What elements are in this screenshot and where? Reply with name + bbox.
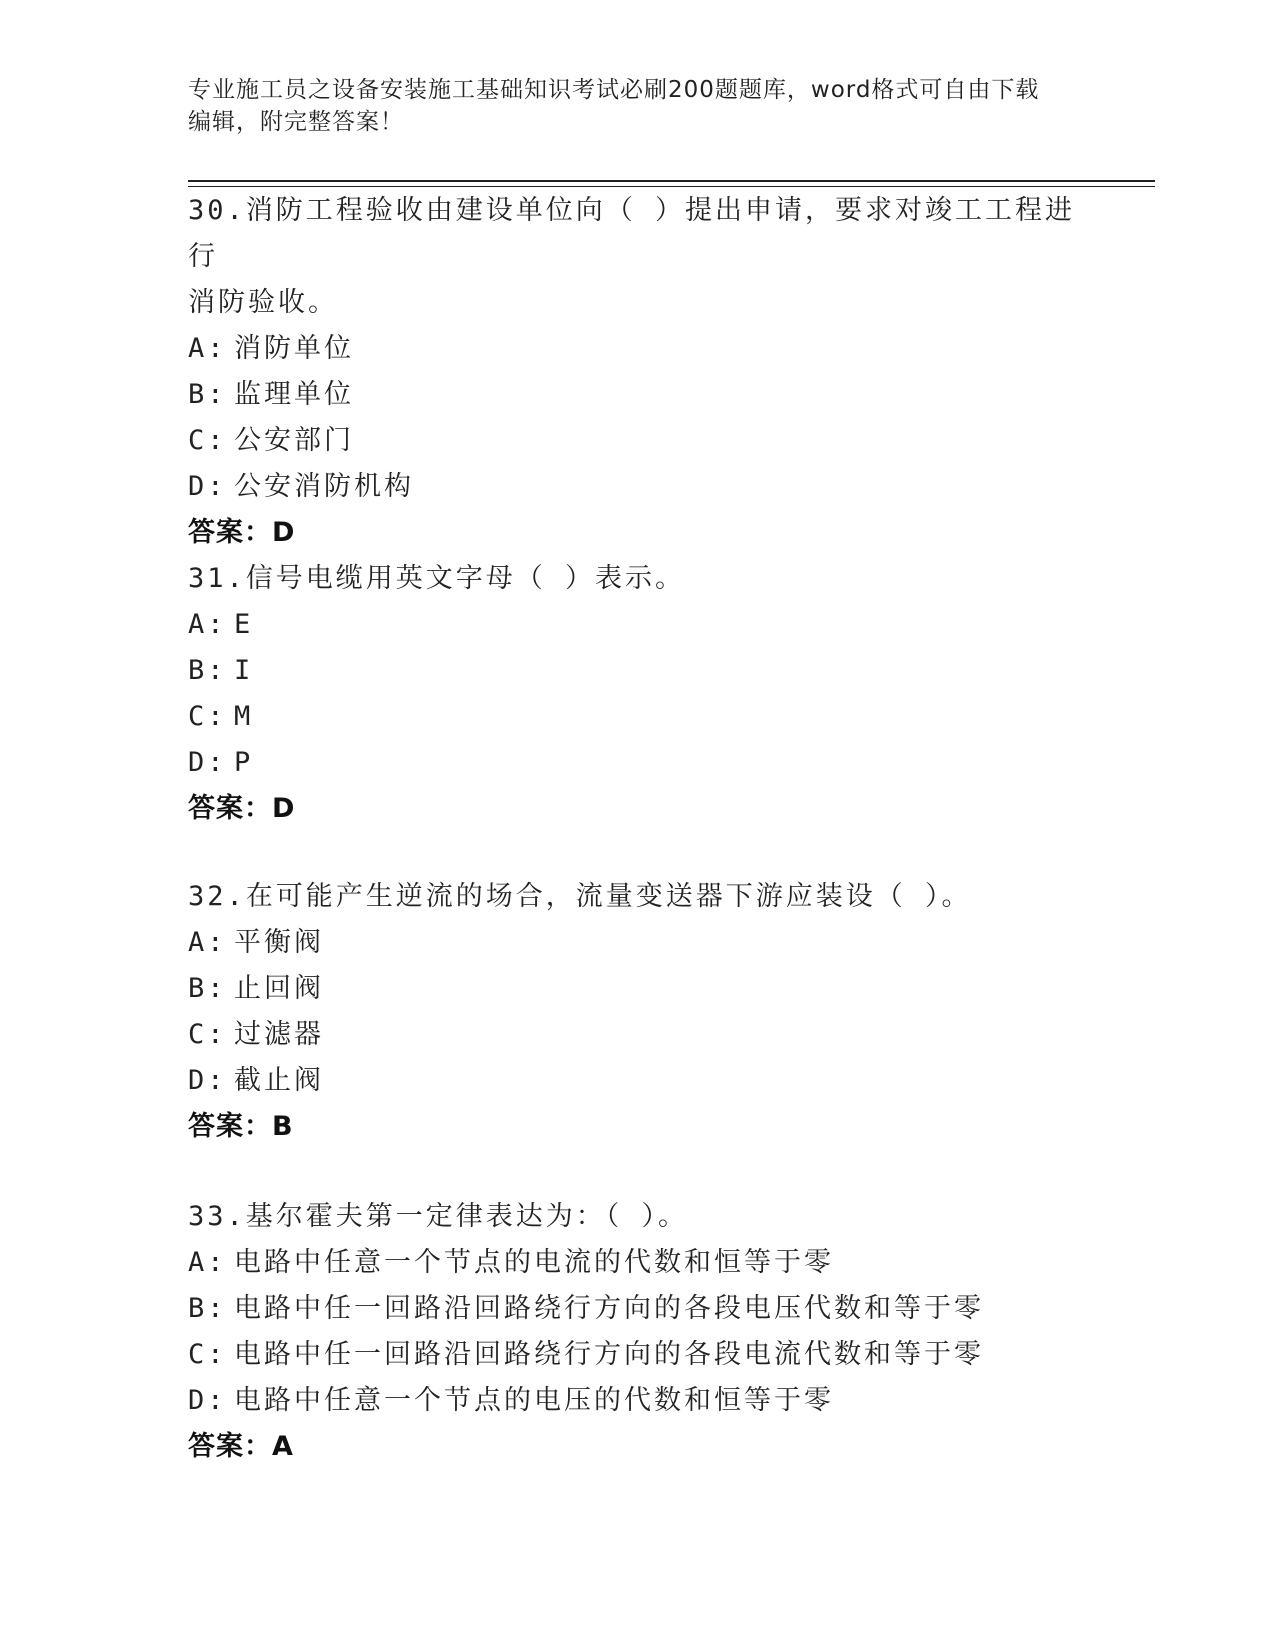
option-a [188, 920, 1088, 966]
question-text-line-1: 信号电缆用英文字母（ ）表示。 [245, 563, 686, 594]
option-b [188, 372, 1088, 418]
header-line-1: 专业施工员之设备安装施工基础知识考试必刷200题题库，word格式可自由下载 [188, 77, 1040, 103]
question-stem [188, 874, 1088, 920]
option-text: 平衡阀 [234, 927, 324, 958]
question-stem [188, 188, 1088, 280]
header-divider-thick [188, 180, 1155, 182]
option-text: P [234, 747, 254, 778]
option-b [188, 1286, 1088, 1332]
option-text: I [234, 655, 254, 686]
header-divider-thin [188, 186, 1155, 187]
option-key: B: [188, 379, 227, 410]
option-text: 止回阀 [234, 973, 324, 1004]
option-key: C: [188, 701, 227, 732]
question-number: 30. [188, 195, 246, 226]
option-key: D: [188, 747, 227, 778]
option-text: 电路中任意一个节点的电流的代数和恒等于零 [234, 1247, 834, 1278]
option-text: 监理单位 [234, 379, 354, 410]
answer-label: 答案： [188, 1431, 272, 1462]
answer-line [188, 786, 1088, 832]
header-line-2: 编辑，附完整答案！ [188, 109, 404, 135]
option-c [188, 1332, 1088, 1378]
option-key: A: [188, 333, 227, 364]
option-text: 电路中任一回路沿回路绕行方向的各段电流代数和等于零 [234, 1339, 984, 1370]
option-text: M [234, 701, 254, 732]
question-stem [188, 1194, 1088, 1240]
answer-label: 答案： [188, 793, 272, 824]
option-d [188, 740, 1088, 786]
option-text: 公安消防机构 [234, 471, 414, 502]
option-key: A: [188, 1247, 227, 1278]
answer-value: D [272, 517, 296, 548]
option-key: D: [188, 1385, 227, 1416]
question-31 [188, 556, 1088, 832]
answer-label: 答案： [188, 517, 272, 548]
option-c [188, 418, 1088, 464]
question-32 [188, 874, 1088, 1150]
option-d [188, 1058, 1088, 1104]
option-key: D: [188, 1065, 227, 1096]
option-text: 电路中任意一个节点的电压的代数和恒等于零 [234, 1385, 834, 1416]
question-text-line-1: 消防工程验收由建设单位向（ ）提出申请，要求对竣工工程进行 [188, 195, 1076, 272]
option-key: C: [188, 1339, 227, 1370]
answer-value: A [272, 1431, 294, 1462]
option-b [188, 966, 1088, 1012]
document-header [188, 74, 1068, 138]
question-number: 31. [188, 563, 246, 594]
option-key: B: [188, 973, 227, 1004]
option-d [188, 1378, 1088, 1424]
option-d [188, 464, 1088, 510]
option-a [188, 326, 1088, 372]
answer-line [188, 510, 1088, 556]
question-stem [188, 556, 1088, 602]
option-text: 过滤器 [234, 1019, 324, 1050]
option-key: B: [188, 1293, 227, 1324]
answer-label: 答案： [188, 1111, 272, 1142]
answer-value: B [272, 1111, 294, 1142]
option-a [188, 602, 1088, 648]
option-text: 公安部门 [234, 425, 354, 456]
option-c [188, 1012, 1088, 1058]
question-33 [188, 1194, 1088, 1470]
answer-line [188, 1104, 1088, 1150]
question-text-line-1: 在可能产生逆流的场合，流量变送器下游应装设（ ）。 [245, 881, 972, 912]
option-key: A: [188, 927, 227, 958]
question-number: 33. [188, 1201, 246, 1232]
option-b [188, 648, 1088, 694]
option-a [188, 1240, 1088, 1286]
option-text: 消防单位 [234, 333, 354, 364]
question-number: 32. [188, 881, 246, 912]
option-key: C: [188, 425, 227, 456]
option-text: 电路中任一回路沿回路绕行方向的各段电压代数和等于零 [234, 1293, 984, 1324]
option-text: E [234, 609, 254, 640]
question-text-line-1: 基尔霍夫第一定律表达为：（ ）。 [245, 1201, 689, 1232]
option-key: D: [188, 471, 227, 502]
question-text-line-2: 消防验收。 [188, 287, 338, 318]
option-c [188, 694, 1088, 740]
question-30 [188, 188, 1088, 556]
option-key: A: [188, 609, 227, 640]
answer-line [188, 1424, 1088, 1470]
option-text: 截止阀 [234, 1065, 324, 1096]
answer-value: D [272, 793, 296, 824]
option-key: B: [188, 655, 227, 686]
option-key: C: [188, 1019, 227, 1050]
